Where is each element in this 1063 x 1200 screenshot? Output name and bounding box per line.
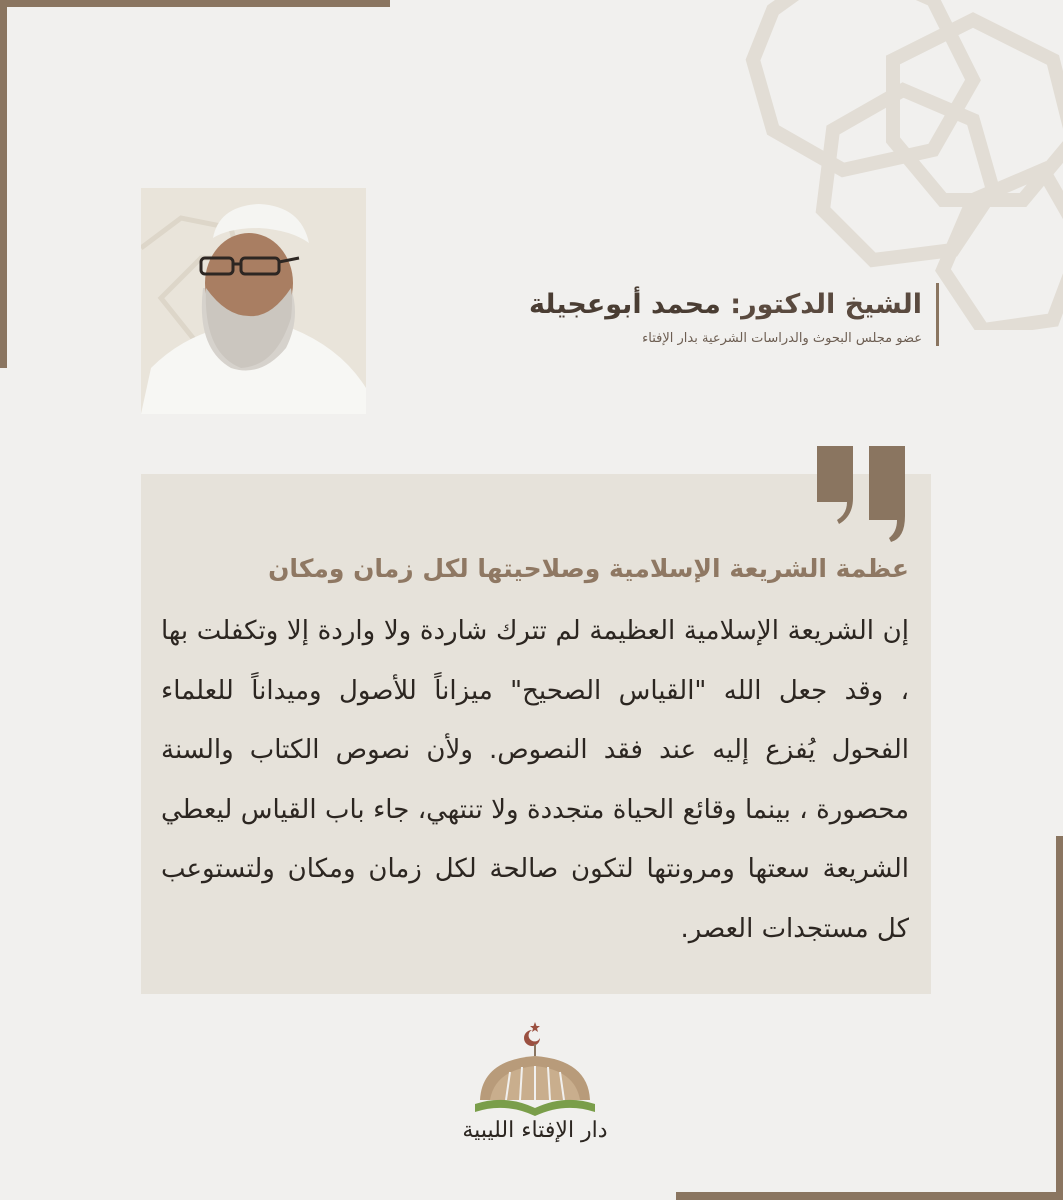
frame-bar-bottom — [676, 1192, 1063, 1200]
author-prefix: الشيخ الدكتور: — [730, 289, 922, 320]
author-role: عضو مجلس البحوث والدراسات الشرعية بدار الإفتاء — [642, 331, 922, 346]
author-name-line — [362, 283, 922, 327]
author-name: محمد أبوعجيلة — [528, 289, 721, 320]
logo-text: دار الإفتاء الليبية — [462, 1118, 608, 1143]
dar-alifta-logo — [460, 1022, 610, 1162]
frame-bar-left — [0, 0, 7, 368]
frame-bar-top — [0, 0, 390, 7]
author-photo — [141, 188, 366, 414]
quote-body: إن الشريعة الإسلامية العظيمة لم تترك شاردة ولا واردة إلا وتكفلت بها ، وقد جعل الله "القياس الصحيح" ميزاناً للأصول وميداناً للعلماء الفحول يُفزع إليه عند فقد النصوص. ولأن نصوص الكتاب والسنة محصورة ، بينما وقائع الحياة متجددة ولا تنتهي، جاء باب القياس ليعطي الشريعة سعتها ومرونتها لتكون صالحة لكل زمان ومكان ولتستوعب كل مستجدات العصر. — [161, 616, 909, 944]
author-info — [362, 283, 939, 346]
quote-panel — [141, 474, 931, 994]
frame-bar-right — [1056, 836, 1063, 1200]
geometric-pattern — [643, 0, 1063, 330]
quote-mark-icon — [817, 446, 907, 542]
quote-title: عظمة الشريعة الإسلامية وصلاحيتها لكل زمان ومكان — [268, 554, 909, 583]
